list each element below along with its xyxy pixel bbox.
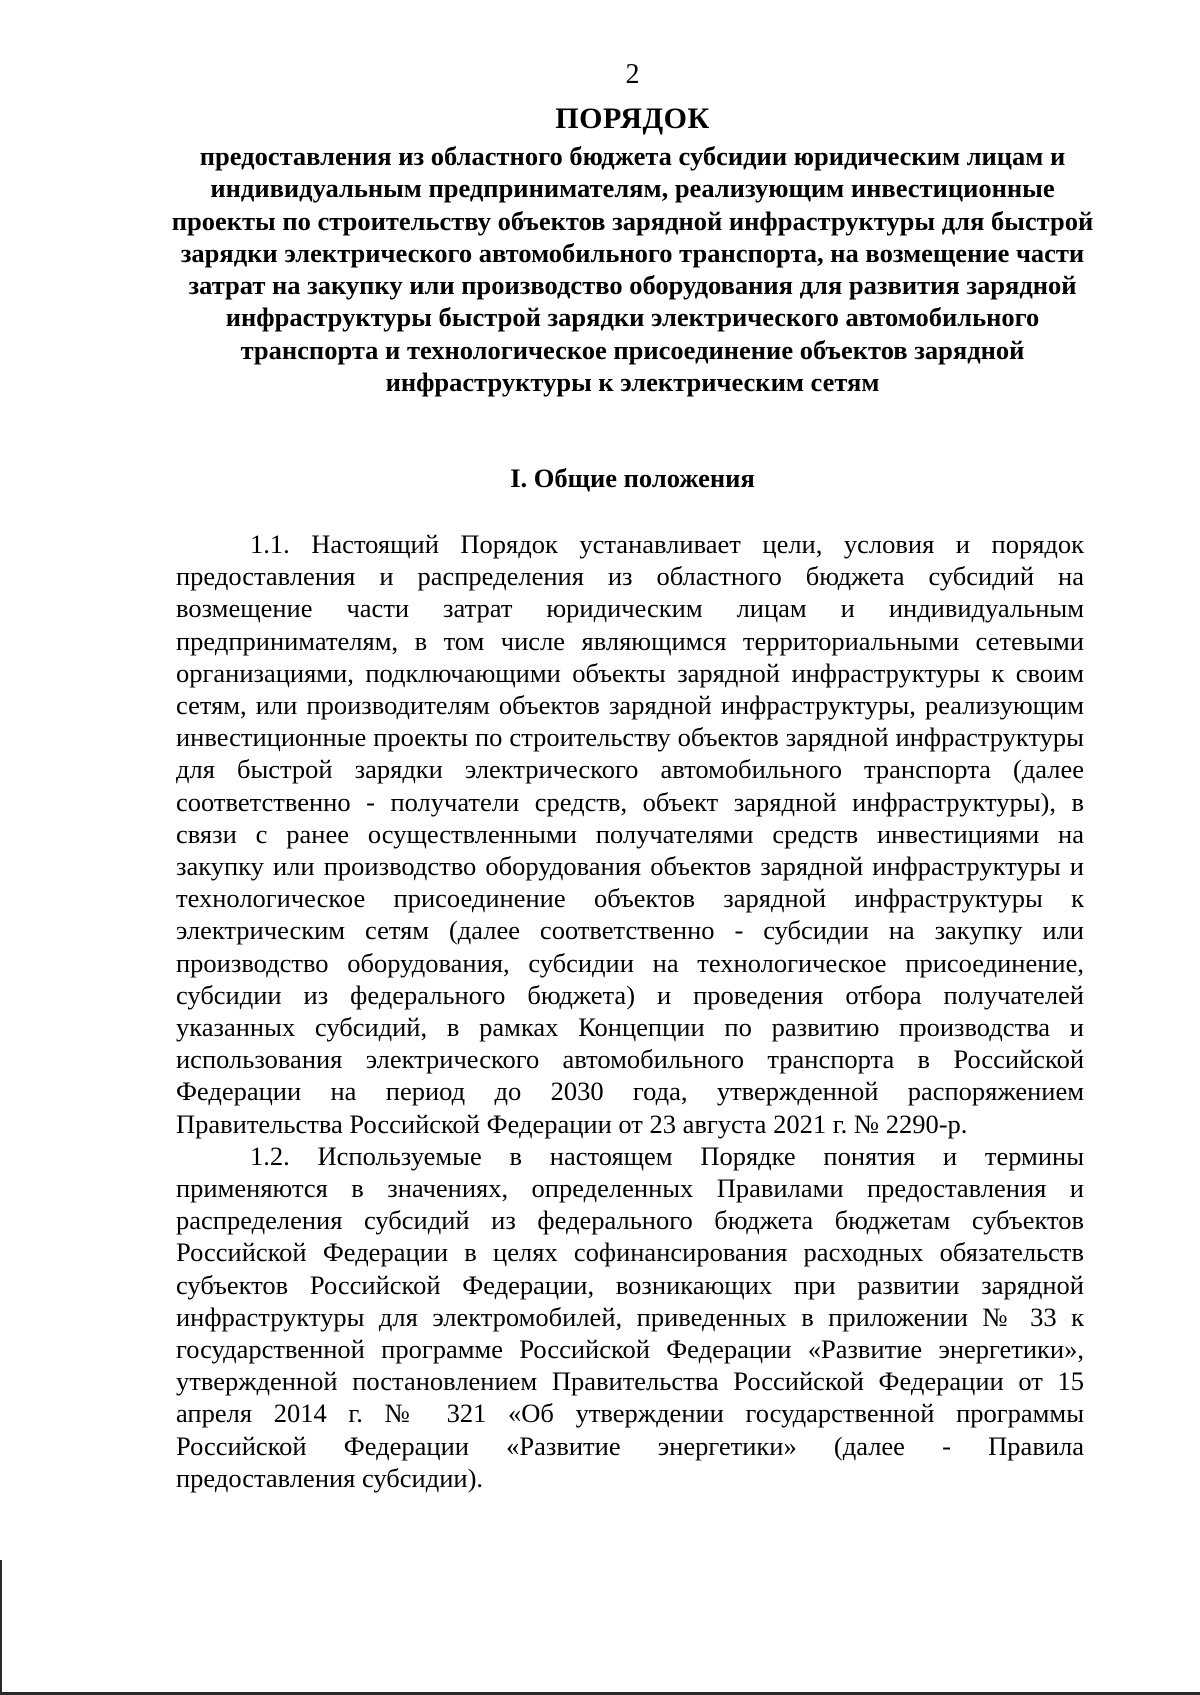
section-body bbox=[176, 528, 1084, 1494]
scan-border-left bbox=[0, 1560, 2, 1695]
section-title: I. Общие положения bbox=[510, 463, 755, 493]
document-title: ПОРЯДОК bbox=[555, 102, 710, 135]
paragraph-1-1: 1.1. Настоящий Порядок устанавливает цели, условия и порядок предоставления и распределения из областного бюджета субсидий на возмещение части затрат юридическим лицам и индивидуальным предпринимателям, в том числе являющимся территориальными сетевыми организациями, подключающими объекты зарядной инфраструктуры к своим сетям, или производителям объектов зарядной инфраструктуры, реализующим инвестиционные проекты по строительству объектов зарядной инфраструктуры для быстрой зарядки электрического автомобильного транспорта (далее соответственно - получатели средств, объект зарядной инфраструктуры), в связи с ранее осуществленными получателями средств инвестициями на закупку или производство оборудования объектов зарядной инфраструктуры и технологическое присоединение объектов зарядной инфраструктуры к электрическим сетям (далее соответственно - субсидии на закупку или производство оборудования, субсидии на технологическое присоединение, субсидии из федерального бюджета) и проведения отбора получателей указанных субсидий, в рамках Концепции по развитию производства и использования электрического автомобильного транспорта в Российской Федерации на период до 2030 года, утвержденной распоряжением Правительства Российской Федерации от 23 августа 2021 г. № 2290-р. bbox=[176, 529, 1084, 1139]
paragraph-1-2: 1.2. Используемые в настоящем Порядке понятия и термины применяются в значениях, определенных Правилами предоставления и распределения субсидий из федерального бюджета бюджетам субъектов Российской Федерации в целях софинансирования расходных обязательств субъектов Российской Федерации, возникающих при развитии зарядной инфраструктуры для электромобилей, приведенных в приложении № 33 к государственной программе Российской Федерации «Развитие энергетики», утвержденной постановлением Правительства Российской Федерации от 15 апреля 2014 г. № 321 «Об утверждении государственной программы Российской Федерации «Развитие энергетики» (далее - Правила предоставления субсидии). bbox=[176, 1140, 1084, 1493]
document-subtitle: предоставления из областного бюджета субсидии юридическим лицам и индивидуальным предпринимателям, реализующим инвестиционные проекты по строительству объектов зарядной инфраструктуры для быстрой зарядки электрического автомобильного транспорта, на возмещение части затрат на закупку или производство оборудования для развития зарядной инфраструктуры быстрой зарядки электрического автомобильного транспорта и технологическое присоединение объектов зарядной инфраструктуры к электрическим сетям bbox=[171, 141, 1094, 398]
page-number: 2 bbox=[625, 59, 640, 90]
